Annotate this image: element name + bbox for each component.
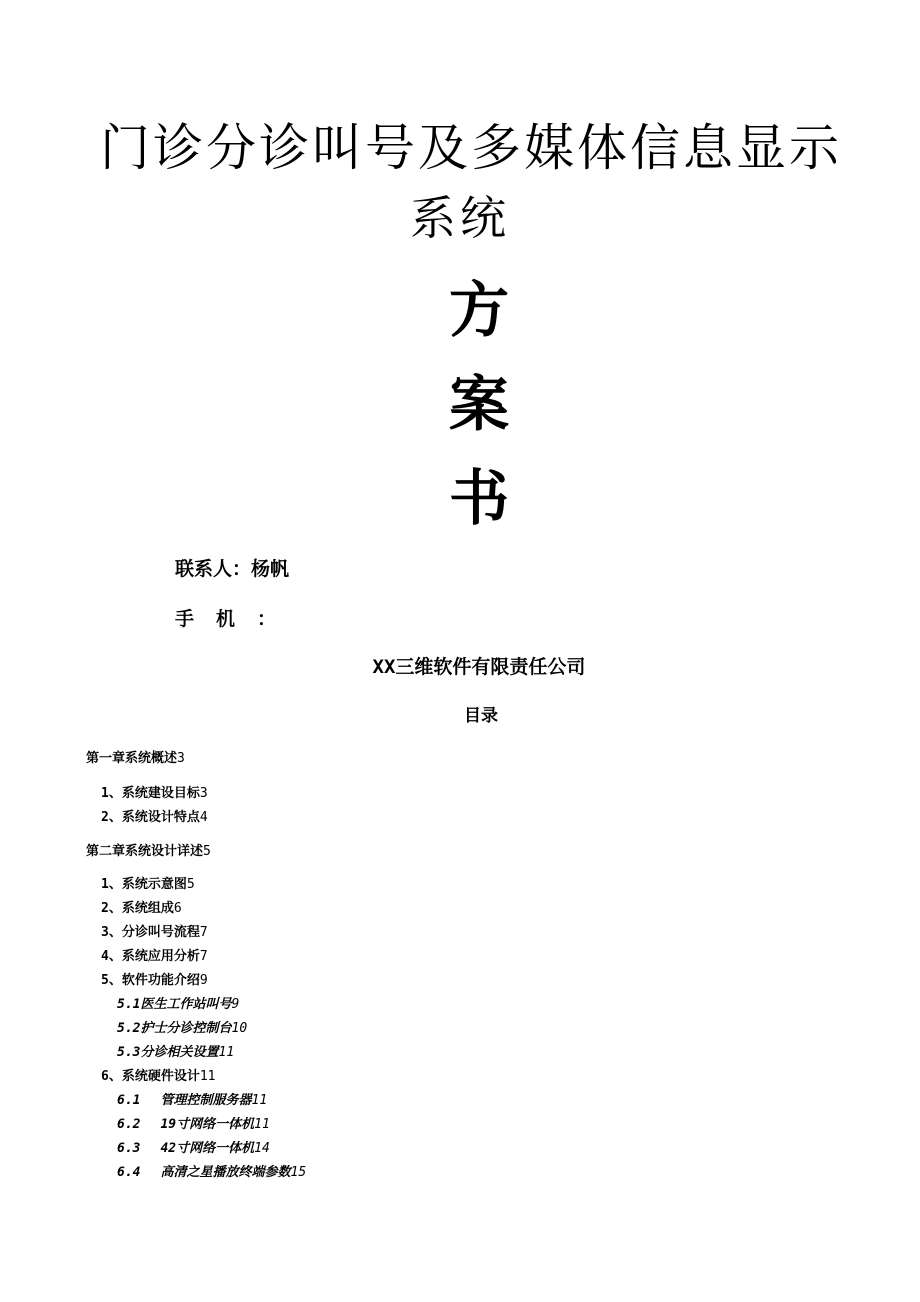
toc-entry-page: 15 xyxy=(290,1165,307,1180)
toc-entry[interactable] xyxy=(117,996,239,1014)
toc-entry-number: 6.4 xyxy=(117,1165,141,1180)
toc-entry[interactable] xyxy=(101,972,208,990)
toc-entry-number: 6.1 xyxy=(117,1093,141,1108)
toc-entry[interactable] xyxy=(86,750,185,768)
toc-entry-number: 6.2 xyxy=(117,1117,141,1132)
toc-entry-text: 2、系统组成 xyxy=(101,901,174,916)
toc-entry-page: 11 xyxy=(251,1093,268,1108)
toc-entry-page: 7 xyxy=(199,949,208,964)
toc-entry-page: 5 xyxy=(186,877,195,892)
toc-entry-page: 5 xyxy=(203,844,211,859)
toc-entry[interactable] xyxy=(101,948,208,966)
toc-entry[interactable] xyxy=(117,1164,306,1182)
toc-entry[interactable] xyxy=(86,843,211,861)
toc-entry-number: 6.3 xyxy=(117,1141,141,1156)
toc-entry-page: 3 xyxy=(199,786,208,801)
toc-entry-number: 5.3 xyxy=(117,1045,141,1060)
document-title: 门诊分诊叫号及多媒体信息显示 xyxy=(100,119,842,177)
toc-entry-page: 9 xyxy=(231,997,240,1012)
contact-label: 联系人： xyxy=(175,558,252,580)
toc-entry-text: 分诊相关设置 xyxy=(140,1045,219,1060)
phone-row xyxy=(175,606,298,632)
toc-entry-page: 14 xyxy=(254,1141,270,1156)
toc-entry-text: 管理控制服务器 xyxy=(160,1093,252,1108)
toc-entry[interactable] xyxy=(101,924,208,942)
toc-entry-text: 4、系统应用分析 xyxy=(101,949,200,964)
toc-entry-text: 19寸网络一体机 xyxy=(160,1117,255,1132)
toc-entry[interactable] xyxy=(101,1068,215,1086)
toc-entry-text: 医生工作站叫号 xyxy=(140,997,232,1012)
toc-entry-text: 第二章系统设计详述 xyxy=(86,844,204,859)
toc-entry-text: 高清之星播放终端参数 xyxy=(160,1165,291,1180)
document-title-continued: 系统 xyxy=(410,191,510,245)
toc-entry-page: 11 xyxy=(218,1045,235,1060)
toc-entry[interactable] xyxy=(117,1044,234,1062)
toc-entry-page: 4 xyxy=(199,810,208,825)
toc-title: 目录 xyxy=(464,706,498,726)
toc-entry[interactable] xyxy=(101,809,208,827)
toc-entry-text: 3、分诊叫号流程 xyxy=(101,925,200,940)
company-name: XX三维软件有限责任公司 xyxy=(372,656,586,678)
toc-entry-page: 11 xyxy=(199,1069,216,1084)
toc-entry[interactable] xyxy=(101,876,195,894)
toc-entry-page: 6 xyxy=(173,901,182,916)
toc-entry-page: 3 xyxy=(177,751,185,766)
toc-entry-page: 10 xyxy=(231,1021,248,1036)
toc-entry[interactable] xyxy=(117,1020,247,1038)
toc-entry-text: 5、软件功能介绍 xyxy=(101,973,200,988)
toc-entry-page: 9 xyxy=(199,973,208,988)
toc-entry-number: 5.1 xyxy=(117,997,141,1012)
toc-entry-text: 2、系统设计特点 xyxy=(101,810,200,825)
toc-entry-text: 6、系统硬件设计 xyxy=(101,1069,200,1084)
toc-entry[interactable] xyxy=(101,785,208,803)
toc-entry-text: 1、系统示意图 xyxy=(101,877,187,892)
toc-entry-text: 第一章系统概述 xyxy=(86,751,178,766)
proposal-char-2: 案 xyxy=(449,370,509,440)
toc-entry-text: 护士分诊控制台 xyxy=(140,1021,232,1036)
contact-name: 杨帆 xyxy=(251,558,290,580)
phone-label xyxy=(175,606,298,632)
phone-label-text: 手机： xyxy=(175,608,299,630)
toc-entry-text: 1、系统建设目标 xyxy=(101,786,200,801)
toc-entry-page: 11 xyxy=(254,1117,270,1132)
proposal-char-1: 方 xyxy=(449,276,509,346)
toc-entry[interactable] xyxy=(117,1092,267,1110)
toc-entry[interactable] xyxy=(117,1140,270,1158)
toc-entry[interactable] xyxy=(101,900,182,918)
contact-person-row xyxy=(175,556,289,582)
toc-entry[interactable] xyxy=(117,1116,270,1134)
toc-entry-number: 5.2 xyxy=(117,1021,141,1036)
toc-entry-page: 7 xyxy=(199,925,208,940)
proposal-char-3: 书 xyxy=(449,464,509,534)
toc-entry-text: 42寸网络一体机 xyxy=(160,1141,255,1156)
